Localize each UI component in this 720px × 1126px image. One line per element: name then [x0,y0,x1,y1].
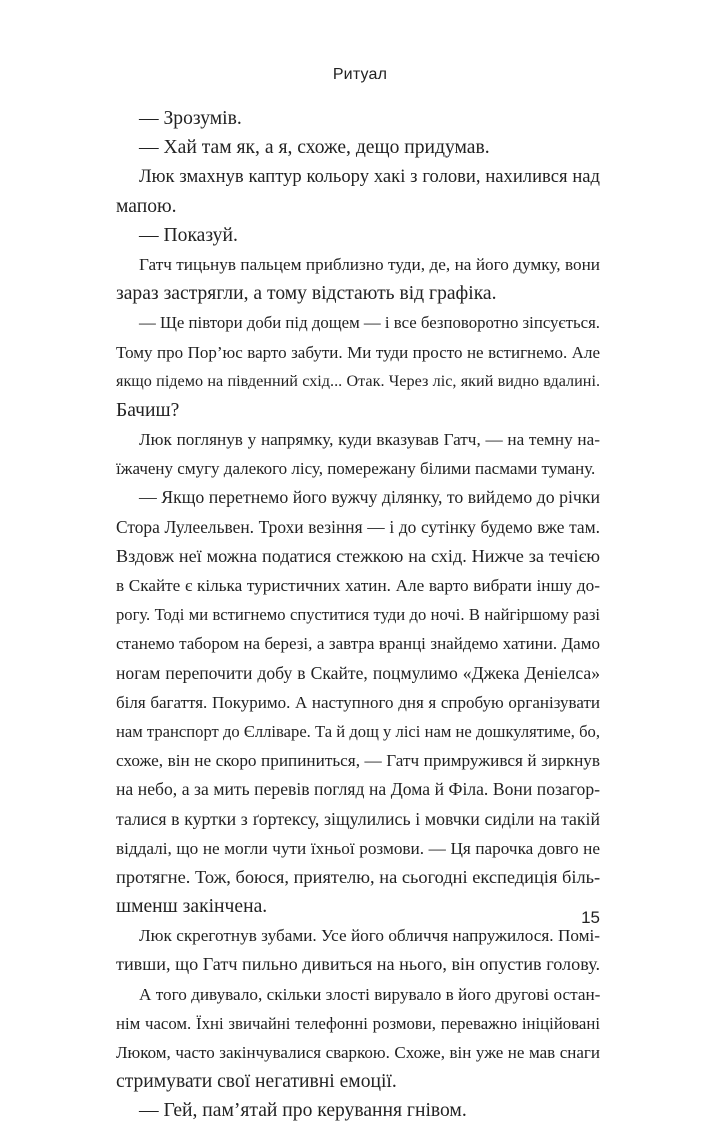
page-number: 15 [581,908,600,927]
text-line: — Якщо перетнемо його вужчу ділянку, то вийдемо до річки [139,487,600,508]
text-line: станемо табором на березі, а завтра вранці знайдемо хатини. Дамо [116,634,600,654]
text-line: стримувати свої негативні емоції. [116,1071,397,1093]
text-line: А того дивувало, скільки злості вирувало в його другові остан- [139,984,601,1004]
text-line: Люк поглянув у напрямку, куди вказував Гатч, — на темну на- [139,430,600,450]
text-line: мапою. [116,195,177,217]
text-line: — Гей, пам’ятай про керування гнівом. [139,1100,467,1122]
text-line: — Хай там як, а я, схоже, дещо придумав. [139,137,490,159]
text-line: Вздовж неї можна податися стежкою на схід. Нижче за течією [116,545,600,566]
text-line: рогу. Тоді ми встигнемо спуститися туди до ночі. В найгіршому разі [116,605,600,625]
text-line: тивши, що Гатч пильно дивиться на нього, він опустив голову. [116,954,601,975]
text-line: нам транспорт до Єлліваре. Та й дощ у лісі нам не дошкулятиме, бо, [116,721,600,741]
text-line: їжачену смугу далекого лісу, помережану білими пасмами туману. [116,459,596,479]
text-line: біля багаття. Покуримо. А наступного дня я спробую організувати [116,692,600,712]
text-line: — Показуй. [139,224,238,246]
text-line: Тому про Пор’юс варто забути. Ми туди просто не встигнемо. Але [116,342,600,362]
text-line: Люком, часто закінчувалися сваркою. Схоже, він уже не мав снаги [116,1043,600,1062]
text-line: віддалі, що не могли чути їхньої розмови. — Ця парочка довго не [116,838,600,858]
text-line: протягне. Тож, боюся, приятелю, на сьогодні експедиція біль- [116,866,601,887]
text-line: — Ще півтори доби під дощем — і все безповоротно зіпсується. [139,313,600,333]
text-line: ногам перепочити добу в Скайте, поцмулимо «Джека Деніелса» [116,662,600,683]
body-text [116,104,600,1126]
text-line: Люк скреготнув зубами. Усе його обличчя напружилося. Помі- [139,926,600,946]
text-line: на небо, а за мить перевів погляд на Дома й Філа. Вони позагор- [116,779,600,800]
text-line: зараз застрягли, а тому відстають від графіка. [116,283,497,305]
text-line: шменш закінчена. [116,896,268,918]
text-line: Гатч тицьнув пальцем приблизно туди, де, на його думку, вони [139,254,600,274]
text-line: Стора Лулеельвен. Трохи везіння — і до сутінку будемо вже там. [116,516,600,537]
text-line: талися в куртки з ґортексу, зіщулились і мовчки сиділи на такій [116,808,600,829]
text-line: Люк змахнув каптур кольору хакі з голови, нахилився над [139,166,600,188]
text-line: нім часом. Їхні звичайні телефонні розмови, переважно ініційовані [116,1013,600,1033]
text-line: — Зрозумів. [139,108,242,129]
text-line: схоже, він не скоро припиниться, — Гатч примружився й зиркнув [116,751,600,771]
text-line: Бачиш? [116,399,180,421]
text-line: в Скайте є кілька туристичних хатин. Але варто вибрати іншу до- [116,576,600,595]
running-header: Ритуал [332,66,388,83]
text-line: якщо підемо на південний схід... Отак. Через ліс, який видно вдалині. [116,371,600,390]
